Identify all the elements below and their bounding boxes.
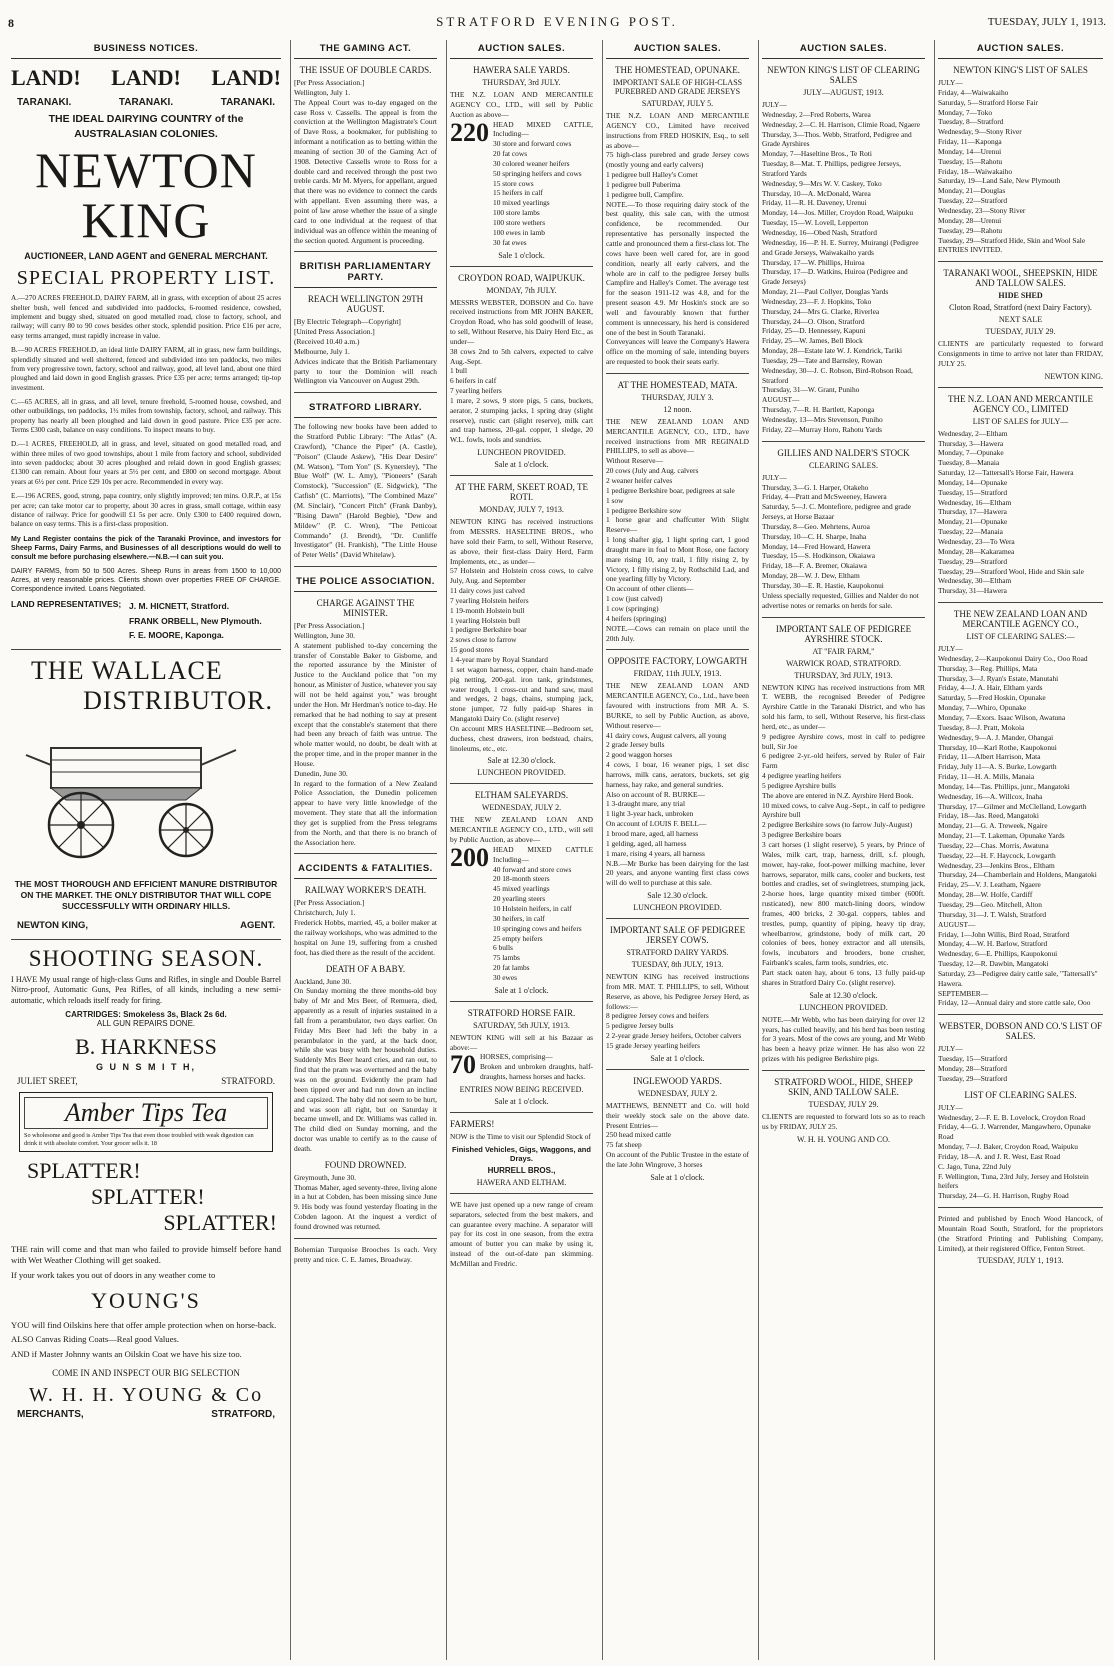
column-auction-sales-2 — [602, 40, 752, 1660]
manure-distributor-tagline: THE MOST THOROUGH AND EFFICIENT MANURE DISTRIBUTOR ON THE MARKET. THE ONLY DISTRIBUTOR THAT WILL COPE SUCCESSFULLY WITH ORDINARY HILLS. — [14, 878, 278, 911]
whh-young-name: W. H. H. YOUNG & Co — [28, 1384, 264, 1407]
gunsmith-label: G U N S M I T H, — [95, 1061, 196, 1072]
amber-tips-sub: So wholesome and good is Amber Tips Tea that even those troubled with weak digestion can drink it with absolute comfort. Your grocer sells it. 18 — [24, 1131, 254, 1147]
taranaki-wool-heading: TARANAKI WOOL, SHEEPSKIN, HIDE AND TALLOW SALES. — [943, 268, 1098, 289]
double-cards-sub: THE ISSUE OF DOUBLE CARDS. — [299, 65, 432, 75]
hawera-count: 220 — [450, 117, 489, 147]
imprint-date: TUESDAY, JULY 1, 1913. — [977, 1256, 1064, 1266]
shooting-body: I HAVE My usual range of high-class Guns and Rifles, in single and Double Barrel Nitro-proof, Automatic Guns, Pea Rifles, of all kinds, including a new semi-automatic, which reloads itself ready for firing. — [11, 974, 281, 1005]
hawera-sale-time: Sale 1 o'clock. — [498, 250, 545, 260]
skeet-lunch: LUNCHEON PROVIDED. — [477, 768, 566, 778]
land-representatives — [11, 599, 281, 642]
newspaper-title: STRATFORD EVENING POST. — [436, 14, 678, 29]
skeet-sale-time: Sale at 12.30 o'clock. — [487, 756, 556, 766]
ayrshire-lunch: LUNCHEON PROVIDED. — [799, 1002, 888, 1012]
inglewood-body: MATTHEWS, BENNETT and Co. will hold their weekly stock sale on the above date. Present Entries— 250 head mixed cattle 75 fat sheep On account of the Public Trustee in the estate of the late John Wingrove, 3 horses — [606, 1100, 749, 1169]
column-auction-sales-4 — [934, 40, 1106, 1660]
railway-sub: RAILWAY WORKER'S DEATH. — [304, 885, 427, 896]
nk-clearing-period: JULY—AUGUST, 1913. — [803, 88, 884, 97]
mata-body: THE NEW ZEALAND LOAN AND MERCANTILE AGENCY, CO., LTD., have received instructions from MR REGINALD PHILLIPS, to sell as above— Without Reserve— 20 cows (July and Aug. calvers 2 weaner heifer calves 1 pedigree Berkshire boar, pedigrees at sale 1 sow 1 pedigree Berkshire sow 1 horse gear and chaffcutter With Slight Reserve— 1 long shafter gig, 1 light spring cart, 1 good draught mare in foal to Mont Rose, one factory mare rising 10, any trail, 1 filly rising 2, by Victory, 1 filly rising 2, by Rothschild Lad, and one yearling filly by Victory. On account of other clients— 1 cow (just calved) 1 cow (springing) 4 heifers (springing) NOTE.—Cows can remain on place until the 20th July. — [606, 416, 749, 643]
gaming-act-body: [Per Press Association.] Wellington, July 1. The Appeal Court was to-day engaged on the case Ross v. Cassells. The appeal is from the conviction at the Wellington Magistrate's Court of Dave Ross, a bookmaker, for publishing to informant a notification as to betting within the meaning of section 30 of the Gaming Act of 1908. Detective Cassells wrote to Ross for a double card and received through the post two treble cards. Mr M. Myers, for appellant, argued that there was no evidence to connect the cards with appellant. Even assuming there was, a point of law arose whether the issue of a single card to one individual at the request of that individual was an offence within the meaning of the section quoted. Argument is proceeding. — [294, 78, 437, 245]
nk-clearing-list: JULY— Wednesday, 2—Fred Roberts, Warea Wednesday, 2—C. H. Harrison, Climie Road, Ngaere Thursday, 3—Thos. Webb, Stratford, Pedigree and Grade Ayrshires Monday, 7—Haseltine Bros., Te Roti Tuesday, 8—Mat. T. Phillips, pedigree Jerseys, Stratford Yards Wednesday, 9—Mrs W. V. Caskey, Toko Thursday, 10—A. McDonald, Warea Friday, 11—R. H. Daveney, Urenui Monday, 14—Jos. Miller, Croydon Road, Waipuku Tuesday, 15—W. Lovell, Lepperton Wednesday, 16—Obed Nash, Stratford Wednesday, 16—P. H. E. Surrey, Muirangi (Pedigree and Grade Jerseys, Waiwakaiho yards Thursday, 17—W. Phillips, Huiroa Thursday, 17—D. Watkins, Huiroa (Pedigree and Grade Jerseys) Monday, 21—Paul Collyer, Douglas Yards Wednesday, 23—F. J. Hopkins, Toko Thursday, 24—Mrs G. Clarke, Riverlea Thursday, 24—O. Olson, Stratford Friday, 25—D. Hennessey, Kapuni Friday, 25—W. James, Bell Block Monday, 28—Estate late W. J. Kendrick, Tariki Tuesday, 29—Tate and Barnsley, Rowan Wednesday, 30—J. C. Robson, Bird-Robson Road, Stratford Thursday, 31—W. Grant, Puniho AUGUST— Thursday, 7—R. H. Bartlett, Kaponga Wednesday, 13—Mrs Stevenson, Puniho Friday, 22—Murray Horo, Rahotu Yards — [762, 100, 920, 434]
baby-body: Auckland, June 30. On Sunday morning the three months-old boy baby of Mr and Mrs Beer, of Remuera, died, apparently as a result of injuries sustained in a fall from a perambulator, two days earlier. On Friday Mrs Beer had left the baby in a perambulator in the yard, at the back door, while she was busy with her household duties. Suddenly Mrs Beer heard cries, and ran out, to find that the pram was overturned and the baby was on the ground. Evidently the pram had been tipped over and had run down an incline and capsized. The baby did not seem to be hurt, and was soon all right, but on Saturday it became unwell, and Dr. Williams was called in. The child died on Sunday morning, and the doctor was unable to certify as to the cause of death. — [294, 976, 437, 1153]
croydon-road: CROYDON ROAD, WAIPUKUK. — [458, 272, 585, 283]
accidents-header: ACCIDENTS & FATALITIES. — [294, 860, 437, 879]
opunake-title: IMPORTANT SALE OF HIGH-CLASS PUREBRED AND GRADE JERSEYS — [612, 78, 743, 96]
ayrshire-heading: IMPORTANT SALE OF PEDIGREE AYRSHIRE STOCK. — [775, 623, 912, 644]
address-street: JULIET SREET, — [17, 1075, 78, 1086]
hawera-date: THURSDAY, 3rd JULY. — [482, 78, 561, 87]
hawera-items: HEAD MIXED CATTLE, Including— 30 store and forward cows 20 fat cows 30 colored weaner heifers 50 springing heifers and cows 15 store cows 15 heifers in calf 10 mixed yearlings 100 store lambs 100 store wethers 100 ewes in lamb 30 fat ewes — [493, 119, 593, 247]
inglewood-date: WEDNESDAY, JULY 2. — [637, 1088, 718, 1098]
separator-ad: WE have just opened up a new range of cream separators, selected from the best makers, and can guarantee every machine. A separator will pay for its cost in one season, from the extra amount of butter you can make by using it, instead of the out-of-date pan skimming. McMillan and Fredric. — [450, 1199, 593, 1268]
eltham-intro: THE NEW ZEALAND LOAN AND MERCANTILE AGENCY CO., LTD., will sell by Public Auction, as above— — [450, 815, 593, 845]
inglewood-yards: INGLEWOOD YARDS. — [633, 1075, 722, 1086]
land-banner — [11, 63, 281, 93]
opunake-date: SATURDAY, JULY 5. — [641, 99, 714, 108]
baby-sub: DEATH OF A BABY. — [325, 963, 406, 974]
wool-sale-sig: W. H. H. YOUNG AND CO. — [797, 1134, 890, 1144]
eltham-items: HEAD MIXED CATTLE Including— 40 forward and store cows 20 18-month steers 45 mixed yearlings 20 yearling steers 10 Holstein heifers, in calf 30 heifers, in calf 10 springing cows and heifers 25 empty heifers 6 bulls 75 lambs 20 fat lambs 30 ewes — [493, 844, 593, 982]
work-text: If your work takes you out of doors in any weather come to — [11, 1270, 216, 1281]
hide-shed-address: Cloton Road, Stratford (next Dairy Factory). — [949, 303, 1092, 313]
eltham-count: 200 — [450, 842, 489, 872]
horse-items: HORSES, comprising— Broken and unbroken draughts, half-draughts, harness horses and hacks. — [480, 1052, 593, 1082]
splatter-3: SPLATTER! — [163, 1209, 277, 1235]
police-body: [Per Press Association.] Wellington, June 30. A statement published to-day concerning the transfer of Constable Baker to Gisborne, and the reported assurance by the Minister of Justice to the Auckland police that "on my honour, as Minister of Justice, whatever you say will not be held against you," was brought under the Hon. Mr Herdman's notice to-day. He remarked that he had nothing to say at present except that the constable's statement that there had been any breach of faith was untrue. The whole matter would, no doubt, be dealt with at the proper time, and in the proper manner in the House. Dunedin, June 30. In regard to the formation of a New Zealand Police Association, the Dunedin policemen appear to have very little knowledge of the movement. They state that all the information they get is supplied from the Press telegrams from the North, and that there is no branch of the Association here. — [294, 621, 437, 847]
opunake-homestead: THE HOMESTEAD, OPUNAKE. — [615, 65, 740, 75]
eltham-date: WEDNESDAY, JULY 2. — [481, 803, 562, 813]
hide-shed: HIDE SHED — [998, 291, 1043, 301]
nz-loan-sub: LIST OF SALES for JULY— — [972, 416, 1069, 426]
parliamentary-sub: REACH WELLINGTON 29TH AUGUST. — [307, 294, 424, 315]
rain-text: THE rain will come and that man who failed to provide himself before hand with Wet Weather Clothing will get soaked. — [11, 1243, 281, 1265]
railway-body: [Per Press Association.] Christchurch, July 1. Frederick Hobbs, married, 45, a boiler maker at the railway workshops, who was admitted to the hospital on June 19, suffering from a crushed foot, has died there as the result of the accident. — [294, 898, 437, 957]
masthead — [8, 14, 1106, 36]
gaming-act-header: THE GAMING ACT. — [294, 40, 437, 59]
merchants-line — [11, 1409, 281, 1420]
jersey-body: NEWTON KING has received instructions from MR. MAT. T. PHILLIPS, to sell, Without Reserve, as above, his Pedigree Jersey Herd, as follows:— 8 pedigree Jersey cows and heifers 5 pedigree Jersey bulls 2 2-year grade Jersey heifers, October calvers 15 grade Jersey yearling heifers — [606, 972, 749, 1050]
auction-header: AUCTION SALES. — [938, 40, 1103, 59]
wool-sale-body: CLIENTS are requested to forward lots so as to reach us by FRIDAY, JULY 25. — [762, 1111, 925, 1131]
library-header: STRATFORD LIBRARY. — [294, 399, 437, 418]
section-header: BUSINESS NOTICES. — [11, 40, 281, 59]
land-register-note: My Land Register contains the pick of the Taranaki Province, and investors for Sheep Farms, Dairy Farms, and Businesses of all descriptions would do well to consult me before purchasing elsewhere.—N.B.—I can suit you. — [11, 535, 281, 561]
nz-loan-clearing-heading: THE NEW ZEALAND LOAN AND MERCANTILE AGENCY CO., — [953, 609, 1088, 630]
eltham-sale-time: Sale at 1 o'clock. — [494, 985, 549, 995]
taranaki-word: TARANAKI. — [118, 97, 174, 108]
parliamentary-header: BRITISH PARLIAMENTARY PARTY. — [294, 258, 437, 288]
taranaki-banner — [11, 97, 281, 108]
farmers-now: NOW is the Time to visit our Splendid Stock of — [450, 1131, 591, 1141]
auction-header: AUCTION SALES. — [606, 40, 749, 59]
land-word: LAND! — [111, 65, 181, 90]
ayrshire-body: NEWTON KING has received instructions from MR T. WEBB, the recognised Breeder of Pedigree Ayrshire Cattle in the Taranaki District, and who has sold his farm, to sell, Without Reserve, his first-class herd, etc., as under— 9 pedigree Ayrshire cows, most in calf to pedigree bull, Sir Joe 6 pedigree 2-yr.-old heifers, served by Ruler of Fair Farm 4 pedigree yearling heifers 5 pedigree Ayrshire bulls The above are entered in N.Z. Ayrshire Herd Book. 10 mixed cows, to calve Aug.-Sept., in calf to pedigree Ayrshire bull 2 pedigree Berkshire sows (to farrow July-August) 3 pedigree Berkshire boars 3 cart horses (1 slight reserve), 5 years, by Prince of Wales, milk cart, trap, harness, drill, s.f. plough, mower, hay-rake, foot-power milking machine, lever harrows, separator, milk cans, cooler and buckets, test bottles and cradles, set of swingletrees, stumping jack, 2-horse hoes, large quantity mixed timber (600ft. rusticated), new 800 match-lining doors, window frames, 400 bricks, 2 30-gal. coppers, tables and trestles, pump, quantity of piping, heavy tip dray, wheelbarrow, grindstone, body of milk cart, 20 colonies of bees, honey extractor and all utensils, fowls, incubators and brooders, bone crusher, Fairbank's scales, farm tools, sundries, etc. Part stack oaten hay, about 6 tons, 13 fully paid-up shares in Stratford Dairy Co. (slight reserve). — [762, 682, 925, 987]
jersey-sale: IMPORTANT SALE OF PEDIGREE JERSEY COWS. — [609, 925, 746, 946]
croydon-body: MESSRS WEBSTER, DOBSON and Co. have received instructions from MR JOHN BAKER, Croydon Road, who has sold goodwill of lease, to sell, Without Reserve, his Dairy Herd Etc., as under— 38 cows 2nd to 5th calvers, expected to calve Aug.-Sept. 1 bull 6 heifers in calf 7 yearling heifers 1 mare, 2 sows, 9 store pigs, 5 cans, buckets, aerator, 2 stumping jacks, 1 spring dray (slight reserve), rustic cart (slight reserve), milk cart and trap harness, 20-gal. copper, 1 sledge, 20 W.L. fowls, tools and sundries. — [450, 297, 593, 445]
column-auction-sales-3 — [758, 40, 928, 1660]
horse-fair-intro: NEWTON KING will sell at his Bazaar as above:— — [450, 1032, 593, 1052]
library-body: The following new books have been added to the Stratford Public Library: "The Atlas" (A. Crawford), "Chance the Piper" (A. Castle), "Poison" (Claude Askew), "His Dear Desire" (M. Watson), "Tom Yon" (S. Kynersley), "The Blue Wolf" (W. L. Amy), "Pioneers" (Sarah Comstock), "Succession" (E. Sidgwick), "The Catfish" (C. Marriotts), "The Combined Maze" (M. Sinclair), "Concert Pitch" (Frank Danby), "Rising Dawn" (Harold Begbie), "Dew and Mildew" (P. C. Wren), "The Petticoat Commando" (J. Brendt), "Dr. Cunliffe Investigator" (H. Frankish), "The Little House of Peter Wells" (David Whitelaw). — [294, 422, 437, 560]
brooches-ad: Bohemian Turquoise Brooches 1s each. Very pretty and nice. C. E. James, Broadway. — [294, 1244, 437, 1264]
nz-loan-clearing-list: JULY— Wednesday, 2—Kaupokonui Dairy Co., Ooo Road Thursday, 3—Reg. Phillips, Mata Thursday, 3—J. Ryan's Estate, Manutahi Friday, 4—J. A. Hair, Eltham yards Saturday, 5—Fred Hoskin, Opunake Monday, 7—Whiro, Opunake Monday, 7—Exors. Isaac Wilson, Awatuna Tuesday, 8—J. Pratt, Mokoia Wednesday, 9—A. J. Mander, Ohangai Thursday, 10—Karl Rothe, Kaupokonui Friday, 11—Albert Harrison, Mata Friday, July 11—A. S. Burke, Lowgarth Friday, 11—H. A. Mills, Manaia Monday, 14—Tas. Phillips, junr., Mangatoki Wednesday, 16—A. Willcox, Inaha Thursday, 17—Gilmer and McClelland, Lowgarth Friday, 18—Jas. Reed, Mangatoki Monday, 21—G. A. Treweek, Ngaire Monday, 21—T. Lakeman, Opunake Yards Tuesday, 22—Chas. Morris, Awatuna Tuesday, 22—H. F. Haycock, Lowgarth Wednesday, 23—Jenkins Bros., Eltham Thursday, 24—Chamberlain and Holdens, Mangatoki Friday, 25—V. J. Leatham, Ngaere Monday, 28—W. Holfe, Cardiff Tuesday, 29—Geo. Mitchell, Alton Thursday, 31—J. T. Walsh, Stratford AUGUST— Friday, 1—John Willis, Bird Road, Stratford Monday, 4—W. H. Barlow, Stratford Wednesday, 6—E. Phillips, Kaupokonui Tuesday, 12—R. Dawbin, Mangatoki Saturday, 23—Pedigree dairy cattle sale, "Tattersall's" Hawera. SEPTEMBER— Friday, 12—Annual dairy and store cattle sale, Ooo — [938, 644, 1098, 1008]
issue-date: TUESDAY, JULY 1, 1913. — [987, 16, 1106, 28]
horse-fair: STRATFORD HORSE FAIR. — [467, 1007, 576, 1018]
clearing-sales-heading: LIST OF CLEARING SALES. — [964, 1089, 1077, 1100]
taranaki-word: TARANAKI. — [17, 97, 72, 108]
wool-sale-heading: STRATFORD WOOL, HIDE, SHEEP SKIN, AND TALLOW SALE. — [774, 1076, 913, 1097]
vehicles-line: Finished Vehicles, Gigs, Waggons, and Drays. — [452, 1144, 591, 1163]
mata-homestead: AT THE HOMESTEAD, MATA. — [617, 379, 738, 390]
property-b: B.—90 ACRES FREEHOLD, an ideal little DAIRY FARM, all in grass, new farm buildings, splendidly situated and well sheltered, fenced and subdivided into ten paddocks, two miles from very progressive town, factory, school and railway, good, all level land, about one third ploughed and laid down in good English grasses. Price £35 per acre; terms arranged; tip-top investment. — [11, 346, 281, 392]
youngs-heading: YOUNG'S — [91, 1287, 201, 1313]
warwick-road: WARWICK ROAD, STRATFORD. — [785, 658, 902, 668]
jersey-yards: STRATFORD DAIRY YARDS. — [626, 948, 729, 958]
harkness-address — [11, 1076, 281, 1086]
harkness-name: B. HARKNESS — [75, 1033, 217, 1059]
lowgarth: OPPOSITE FACTORY, LOWGARTH — [607, 656, 748, 667]
nz-loan-list: Wednesday, 2—Eltham Thursday, 3—Hawera Monday, 7—Opunake Tuesday, 8—Manaia Saturday, 12—Tattersall's Horse Fair, Hawera Monday, 14—Opunake Tuesday, 15—Stratford Wednesday, 16—Eltham Thursday, 17—Hawera Monday, 21—Opunake Tuesday, 22—Manaia Wednesday, 23—To Wera Monday, 28—Kakaramea Tuesday, 29—Stratford Tuesday, 29—Stratford Wool, Hide and Skin sale Wednesday, 30—Eltham Thursday, 31—Hawera — [938, 428, 1084, 596]
land-word: LAND! — [211, 65, 281, 90]
horse-count: 70 — [450, 1050, 476, 1080]
horse-sale-time: Sale at 1 o'clock. — [494, 1096, 549, 1106]
merchants-town: STRATFORD, — [211, 1409, 275, 1421]
rep-name: F. E. MOORE, Kaponga. — [129, 630, 224, 641]
newton-king-logo: NEWTON KING — [35, 142, 257, 249]
clearing-sales-list: JULY— Wednesday, 2—F. E. B. Lovelock, Croydon Road Friday, 4—G. J. Warrender, Mangawhero, Opunake Road Monday, 7—J. Baker, Croydon Road, Waipuku Friday, 18—A. and J. R. West, East Road C. Jago, Tuna, 22nd July F. Wellington, Tuna, 23rd July, Jersey and Holstein heifers Thursday, 24—G. H. Harrison, Rugby Road — [938, 1102, 1091, 1201]
mata-date: THURSDAY, JULY 3. — [641, 392, 714, 402]
auction-header: AUCTION SALES. — [762, 40, 925, 59]
skeet-body: NEWTON KING has received instructions from MESSRS. HASELTINE BROS., who have sold their Farm, to sell, Without Reserve, as above, their first-class Dairy Herd, Farm Implements, etc., as under— 57 Holstein and Holstein cross cows, to calve July, Aug. and September 11 dairy cows just calved 7 yearling Holstein heifers 1 19-month Holstein bull 1 yearling Holstein bull 1 pedigree Berkshire boar 2 sows close to farrow 15 good stores 1 4-year mare by Royal Standard 1 set wagon harness, copper, chain hand-made pig netting, 200-gal. iron tank, grindstones, water trough, 1 cross-cut and hand saw, maul and wedges, 2 bags, chains, stumping jack, stone jumper, 72 fully paid-up Shares in Mangatoki Dairy Co. (slight reserve) On account MRS HASELTINE—Bedroom set, duchess, chest drawers, iron bedstead, chairs, linoleums, etc., etc. — [450, 517, 593, 753]
next-sale-label: NEXT SALE — [998, 315, 1043, 325]
ayrshire-note: NOTE.—Mr Webb, who has been dairying for over 12 years, has culled heavily, and his herd has been testing for 3 years. Most of the cows are young, and Mr Webb has been a heavy prize winner. He has also won 22 prizes with his pedigree Berkshire pigs. — [762, 1014, 925, 1064]
gillies-list: JULY— Thursday, 3—G. I. Harper, Otakeho Friday, 4—Pratt and McSweeney, Hawera Saturday, 5—J. C. Montefiore, pedigree and grade Jerseys, at Horse Bazaar Thursday, 8—Geo. Mehrtens, Auroa Thursday, 10—C. H. Sharpe, Inaha Monday, 14—Fred Howard, Hawera Tuesday, 15—S. Hodkinson, Okaiawa Friday, 18—F. A. Bremer, Okaiawa Monday, 28—W. J. Dew, Eltham Thursday, 30—E. R. Hastie, Kaupokonui Unless specially requested, Gillies and Nalder do not advertise notes or remarks on herds for sale. — [762, 472, 919, 610]
column-news — [290, 40, 440, 1660]
ayrshire-date: THURSDAY, 3rd JULY, 1913. — [794, 670, 893, 680]
clients-note: CLIENTS are particularly requested to forward Consignments in time to arrive not later than FRIDAY, JULY 25. — [938, 339, 1103, 368]
distributor-heading: DISTRIBUTOR. — [83, 685, 273, 715]
wallace-heading: THE WALLACE — [31, 655, 223, 685]
imprint: Printed and published by Enoch Wood Hancock, of Mountain Road South, Stratford, for the proprietors (the Stratford Printing and Publishing Company, Limited), at their registered Office, Fenton Street. — [938, 1214, 1103, 1253]
croydon-date: MONDAY, 7th JULY. — [486, 285, 557, 295]
fair-farm: AT "FAIR FARM," — [812, 646, 875, 656]
horse-entries: ENTRIES NOW BEING RECEIVED. — [459, 1084, 584, 1094]
parliamentary-body: [By Electric Telegraph—Copyright] [United Press Association.] (Received 10.40 a.m.) Melbourne, July 1. Advices indicate that the British Parliamentary party to tour the Dominion will reach Wellington via Vancouver on August 29th. — [294, 317, 437, 386]
nz-loan-heading: THE N.Z. LOAN AND MERCANTILE AGENCY CO., LIMITED — [948, 393, 1093, 414]
farmers-heading: FARMERS! — [450, 1118, 495, 1129]
rep-name: J. M. HICNETT, Stratford. — [129, 601, 230, 612]
police-sub: CHARGE AGAINST THE MINISTER. — [316, 598, 415, 619]
gillies-sub: CLEARING SALES. — [809, 460, 878, 470]
next-sale-date: TUESDAY, JULY 29. — [985, 327, 1056, 337]
cartridges-line: CARTRIDGES: Smokeless 3s, Black 2s 6d. — [65, 1009, 227, 1019]
taranaki-word: TARANAKI. — [220, 97, 275, 108]
agent-label: AGENT. — [240, 919, 275, 931]
shooting-season-heading: SHOOTING SEASON. — [28, 945, 264, 971]
splatter-2: SPLATTER! — [91, 1183, 205, 1209]
nk-clearing-heading: NEWTON KING'S LIST OF CLEARING SALES — [767, 65, 920, 85]
drowned-body: Greymouth, June 30. Thomas Maher, aged seventy-three, living alone in a hut at Cobden, has been missing since June 9. His body was found yesterday floating in the Cobden lagoon. At the inquest a verdict of found drowned was returned. — [294, 1172, 437, 1231]
horse-fair-date: SATURDAY, 5th JULY, 1913. — [473, 1020, 570, 1030]
property-c: C.—65 ACRES, all in grass, and all level, tenure freehold, 5-roomed house, cowshed, and other outbuildings, ten paddocks, 1½ miles from township, factory, school, and railway. This property has nearly all been ploughed and laid down in good pasture. Price £35 per acre. Terms £300 cash, balance on easy conditions. To inspect means to buy. — [11, 397, 281, 435]
amber-tips-ad — [19, 1092, 273, 1152]
eltham-yards: ELTHAM SALEYARDS. — [474, 790, 569, 801]
newton-king-agent — [11, 920, 281, 931]
page-number: 8 — [8, 16, 14, 30]
webster-heading: WEBSTER, DOBSON AND CO.'S LIST OF SALES. — [938, 1021, 1103, 1042]
ayrshire-sale-time: Sale at 12.30 o'clock. — [809, 990, 878, 1000]
property-d: D.—1 ACRES, FREEHOLD, all in grass, and level, situated on good metalled road, and within three miles of two good townships, about 1 mile from factory and school, subdivided into seven paddocks; about 30 acres ploughed and relaid down in good English grasses; £1300 can remain. About four years at 5½ per cent, and £800 on second mortgage. About years at 6½ per cent. Price £29 10s per acre. Recommended in every way. — [11, 440, 281, 486]
croydon-sale-time: Sale at 1 o'clock. — [494, 460, 549, 470]
drowned-sub: FOUND DROWNED. — [324, 1159, 407, 1170]
youngs-line: AND if Master Johnny wants an Oilskin Coat we have his size too. — [11, 1348, 242, 1359]
jersey-date: TUESDAY, 8th JULY, 1913. — [631, 960, 724, 970]
land-word: LAND! — [11, 65, 81, 90]
skeet-date: MONDAY, JULY 7, 1913. — [479, 505, 564, 515]
opunake-body: THE N.Z. LOAN AND MERCANTILE AGENCY CO., Limited have received instructions from FRED HOSKIN, Esq., to sell as above— 75 high-class purebred and grade Jersey cows (mostly young and early calvers) 1 pedigree bull Halley's Comet 1 pedigree bull Puberima 1 pedigree bull, Campfire. NOTE.—To those requiring dairy stock of the best quality, this sale can, with the utmost confidence, be recommended. Our representative has personally inspected the cattle and pronounced them a first-class lot. The cows have been well cared for, are in good condition, nearly all early calvers, and the whole are in calf to the pedigree Jersey bulls Campfire and Halley's Comet. The average test for the season 1911-12 was 4.8, and for the present season 4.9. Mr Hoskin's stock are so well and favourably known that further comment is unnecessary, his herd is considered one of the best in South Taranaki. Conveyances will leave the Company's Hawera office on the morning of sale, intending buyers are requested to book their seats early. — [606, 111, 749, 367]
lowgarth-sale-time: Sale 12.30 o'clock. — [647, 891, 708, 901]
special-property-list: SPECIAL PROPERTY LIST. — [16, 267, 276, 290]
nk-signature: NEWTON KING. — [1044, 371, 1103, 381]
croydon-lunch: LUNCHEON PROVIDED. — [477, 448, 566, 458]
youngs-line: ALSO Canvas Riding Coats—Real good Values. — [11, 1334, 179, 1345]
hurrell-bros: HURRELL BROS., — [487, 1165, 556, 1175]
mata-time: 12 noon. — [663, 404, 692, 414]
splatter-1: SPLATTER! — [27, 1157, 141, 1183]
auctioneer-line: AUCTIONEER, LAND AGENT and GENERAL MERCHANT. — [24, 251, 268, 262]
skeet-road: AT THE FARM, SKEET ROAD, TE ROTI. — [455, 482, 588, 503]
merchants-label: MERCHANTS, — [17, 1409, 84, 1421]
hurrell-town: HAWERA AND ELTHAM. — [476, 1177, 567, 1187]
wool-sale-date: TUESDAY, JULY 29. — [808, 1099, 879, 1109]
auction-header: AUCTION SALES. — [450, 40, 593, 59]
gillies-heading: GILLIES AND NALDER'S STOCK — [777, 447, 910, 458]
nk-sales-heading: NEWTON KING'S LIST OF SALES — [953, 65, 1088, 75]
lowgarth-lunch: LUNCHEON PROVIDED. — [633, 903, 722, 913]
lowgarth-body: THE NEW ZEALAND LOAN AND MERCANTILE AGENCY, Co., Ltd., have been favoured with instructions from MR A. S. BURKE, to sell by Public Auction, as above, Without reserve— 41 dairy cows, August calvers, all young 2 grade Jersey bulls 2 good waggon horses 4 cows, 1 boar, 16 weaner pigs, 1 set disc harrows, milk cans, aerators, buckets, set gig harness, hay rake, and general sundries. Also on account of R. BURKE— 1 3-draught mare, any trial 1 light 3-year hack, unbroken On account of LOUIS F. BELL— 1 brood mare, aged, all harness 1 gelding, aged, all harness 1 mare, rising 4 years, all harness N.B.—Mr Burke has been dairying for the last 20 years, and anyone wanting first class cows will do well to purchase at this sale. — [606, 681, 749, 888]
lowgarth-date: FRIDAY, 11th JULY, 1913. — [633, 669, 722, 679]
manure-distributor-illustration — [11, 720, 241, 870]
police-header: THE POLICE ASSOCIATION. — [294, 573, 437, 592]
property-e: E.—196 ACRES, good, strong, papa country, only slightly improved; ten mins. O.R.P., at 15s per acre; can take motor car to property, about 30 acres in grass, small cottage, within easy distance of railway. Price for goodwill £1 5s per acre. Only £300 to £400 required down, balance on easy terms. This is a first-class proposition. — [11, 492, 281, 529]
webster-list: JULY— Tuesday, 15—Stratford Monday, 28—Stratford Tuesday, 29—Stratford — [938, 1044, 1008, 1083]
youngs-line: YOU will find Oilskins here that offer ample protection when on horse-back. — [11, 1319, 277, 1330]
nk-sales-list: JULY— Friday, 4—Waiwakaiho Saturday, 5—Stratford Horse Fair Monday, 7—Toko Tuesday, 8—Stratford Wednesday, 9—Stony River Friday, 11—Kaponga Monday, 14—Urenui Tuesday, 15—Rahotu Friday, 18—Waiwakaiho Saturday, 19—Land Sale, New Plymouth Monday, 21—Douglas Tuesday, 22—Stratford Wednesday, 23—Stony River Monday, 28—Urenui Tuesday, 29—Rahotu Tuesday, 29—Stratford Hide, Skin and Wool Sale ENTRIES INVITED. — [938, 78, 1086, 255]
dairy-farms-note: DAIRY FARMS, from 50 to 500 Acres. Sheep Runs in areas from 1500 to 10,000 Acres, at very reasonable prices. Clients shown over properties FREE OF CHARGE. Correspondence invited. Loans Negotiated. — [11, 567, 281, 594]
rep-name: FRANK ORBELL, New Plymouth. — [129, 615, 262, 626]
nz-loan-clearing-sub: LIST OF CLEARING SALES:— — [966, 632, 1075, 642]
hawera-yards: HAWERA SALE YARDS. — [473, 65, 570, 75]
column-auction-sales-1 — [446, 40, 596, 1660]
inspect-line: COME IN AND INSPECT OUR BIG SELECTION — [52, 1368, 240, 1379]
jersey-sale-time: Sale at 1 o'clock. — [650, 1053, 705, 1063]
agent-name: NEWTON KING, — [17, 919, 89, 931]
repairs-line: ALL GUN REPAIRS DONE. — [96, 1018, 196, 1028]
column-business-notices — [8, 40, 284, 1660]
hawera-intro: THE N.Z. LOAN AND MERCANTILE AGENCY CO., LTD., will sell by Public Auction as above— — [450, 90, 593, 119]
address-town: STRATFORD. — [221, 1075, 275, 1086]
inglewood-sale-time: Sale at 1 o'clock. — [650, 1172, 705, 1182]
amber-tips-logo: Amber Tips Tea — [24, 1097, 268, 1129]
property-a: A.—270 ACRES FREEHOLD, DAIRY FARM, all in grass, with exception of about 25 acres shelter bush, well fenced and subdivided into paddocks, 6-roomed residence, cowshed, implement and buggy shed, situated on good metalled road, close to factory, school, and railway; will carry 80 to 90 cows besides other stock, splendid position. Price £16 per acre, easy terms arranged, must rapidly increase in value. — [11, 294, 281, 340]
ideal-dairying-line: THE IDEAL DAIRYING COUNTRY of the AUSTRALASIAN COLONIES. — [48, 113, 244, 140]
reps-label: LAND REPRESENTATIVES; — [11, 599, 122, 610]
